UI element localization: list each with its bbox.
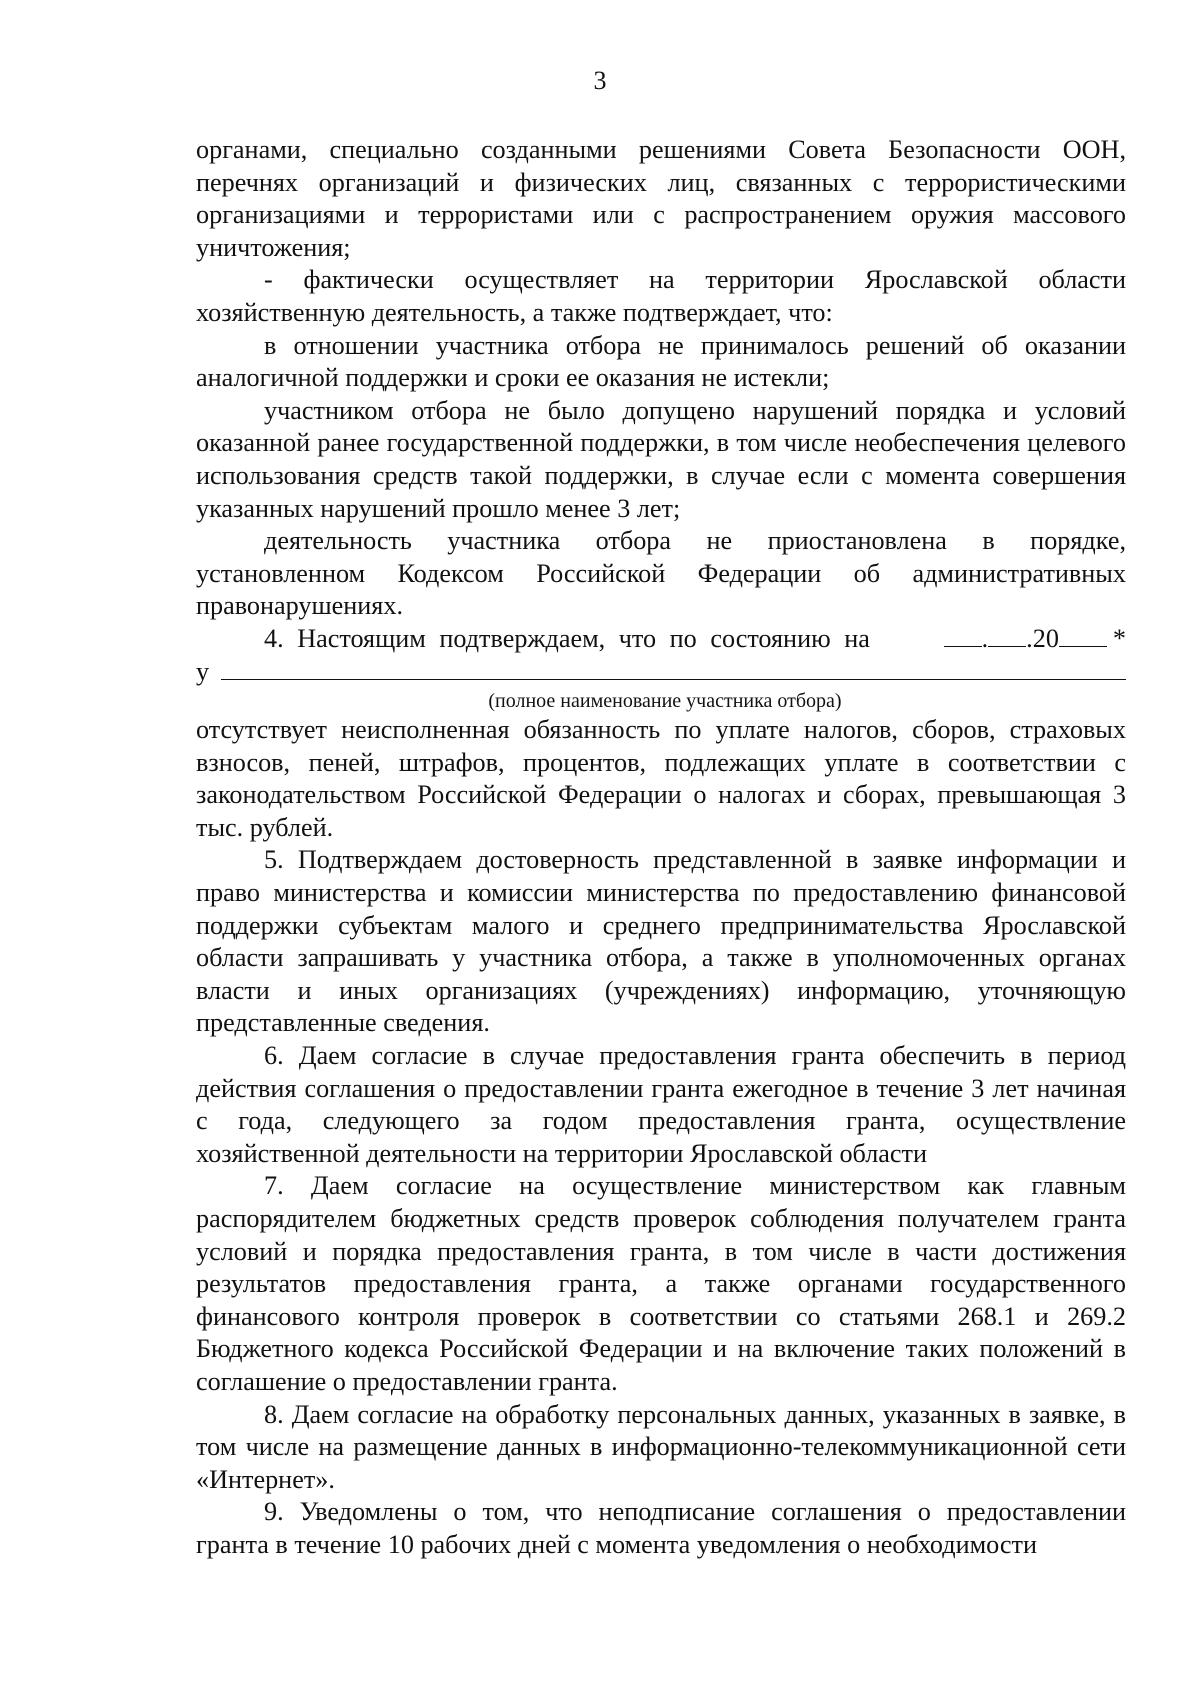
date-dot: . bbox=[981, 623, 989, 653]
paragraph-un-lists: органами, специально созданными решениями Совета Безопасности ООН, перечнях организаций и физических лиц, связанных с террористическими организациями и террористами или с распространением оружия массового уничтожения; bbox=[196, 135, 1126, 262]
day-blank[interactable] bbox=[944, 624, 982, 647]
paragraph-no-tax-debt: отсутствует неисполненная обязанность по уплате налогов, сборов, страховых взносов, пеней, штрафов, процентов, подлежащих уплате в соответствии с законодательством Российской Федерации о налогах и сборах, превышающая 3 тыс. рублей. bbox=[196, 715, 1126, 842]
year-prefix: .20 bbox=[1026, 623, 1059, 653]
participant-name-caption: (полное наименование участника отбора) bbox=[488, 690, 842, 713]
asterisk-mark: * bbox=[1112, 623, 1126, 653]
item-4-lead: 4. Настоящим подтверждаем, что по состоянию на bbox=[264, 623, 870, 653]
paragraph-no-violations: участником отбора не было допущено нарушений порядка и условий оказанной ранее государственной поддержки, в том числе необеспечения целевого использования средств такой поддержки, в случае если с момента совершения указанных нарушений прошло менее 3 лет; bbox=[196, 395, 1126, 523]
item-6-paragraph: 6. Даем согласие в случае предоставления гранта обеспечить в период действия соглашения о предоставлении гранта ежегодное в течение 3 лет начиная с года, следующего за годом предоставления гранта, осуществление хозяйственной деятельности на территории Ярославской области bbox=[196, 1041, 1126, 1168]
item-4-date-line bbox=[196, 623, 1126, 656]
item-9-paragraph: 9. Уведомлены о том, что неподписание соглашения о предоставлении гранта в течение 10 рабочих дней с момента уведомления о необходимости bbox=[196, 1497, 1126, 1559]
year-blank[interactable] bbox=[1059, 624, 1107, 647]
document-body bbox=[196, 134, 1126, 1562]
item-8-paragraph: 8. Даем согласие на обработку персональных данных, указанных в заявке, в том числе на размещение данных в информационно-телекоммуникационной сети «Интернет». bbox=[196, 1399, 1126, 1494]
participant-name-line bbox=[196, 656, 1126, 689]
item-7-paragraph: 7. Даем согласие на осуществление министерством как главным распорядителем бюджетных средств проверок соблюдения получателем гранта условий и порядка предоставления гранта, в том числе в части достижения результатов предоставления гранта, а также органами государственного финансового контроля проверок в соответствии со статьями 268.1 и 269.2 Бюджетного кодекса Российской Федерации и на включение таких положений в соглашение о предоставлении гранта. bbox=[196, 1171, 1126, 1396]
paragraph-no-similar-support: в отношении участника отбора не принималось решений об оказании аналогичной поддержки и сроки ее оказания не истекли; bbox=[196, 330, 1126, 393]
paragraph-not-suspended: деятельность участника отбора не приостановлена в порядке, установленном Кодексом Российской Федерации об административных правонарушениях. bbox=[196, 526, 1126, 621]
page-number: 3 bbox=[593, 66, 607, 95]
month-blank[interactable] bbox=[988, 624, 1026, 647]
participant-name-blank[interactable] bbox=[221, 657, 1126, 680]
paragraph-activity-in-region: - фактически осуществляет на территории Ярославской области хозяйственную деятельность, а также подтверждает, что: bbox=[196, 265, 1126, 327]
item-5-paragraph: 5. Подтверждаем достоверность представленной в заявке информации и право министерства и комиссии министерства по предоставлению финансовой поддержки субъектам малого и среднего предпринимательства Ярославской области запрашивать у участника отбора, а также в уполномоченных органах власти и иных организациях (учреждениях) информацию, уточняющую представленные сведения. bbox=[196, 845, 1126, 1038]
name-prefix: у bbox=[196, 656, 210, 686]
